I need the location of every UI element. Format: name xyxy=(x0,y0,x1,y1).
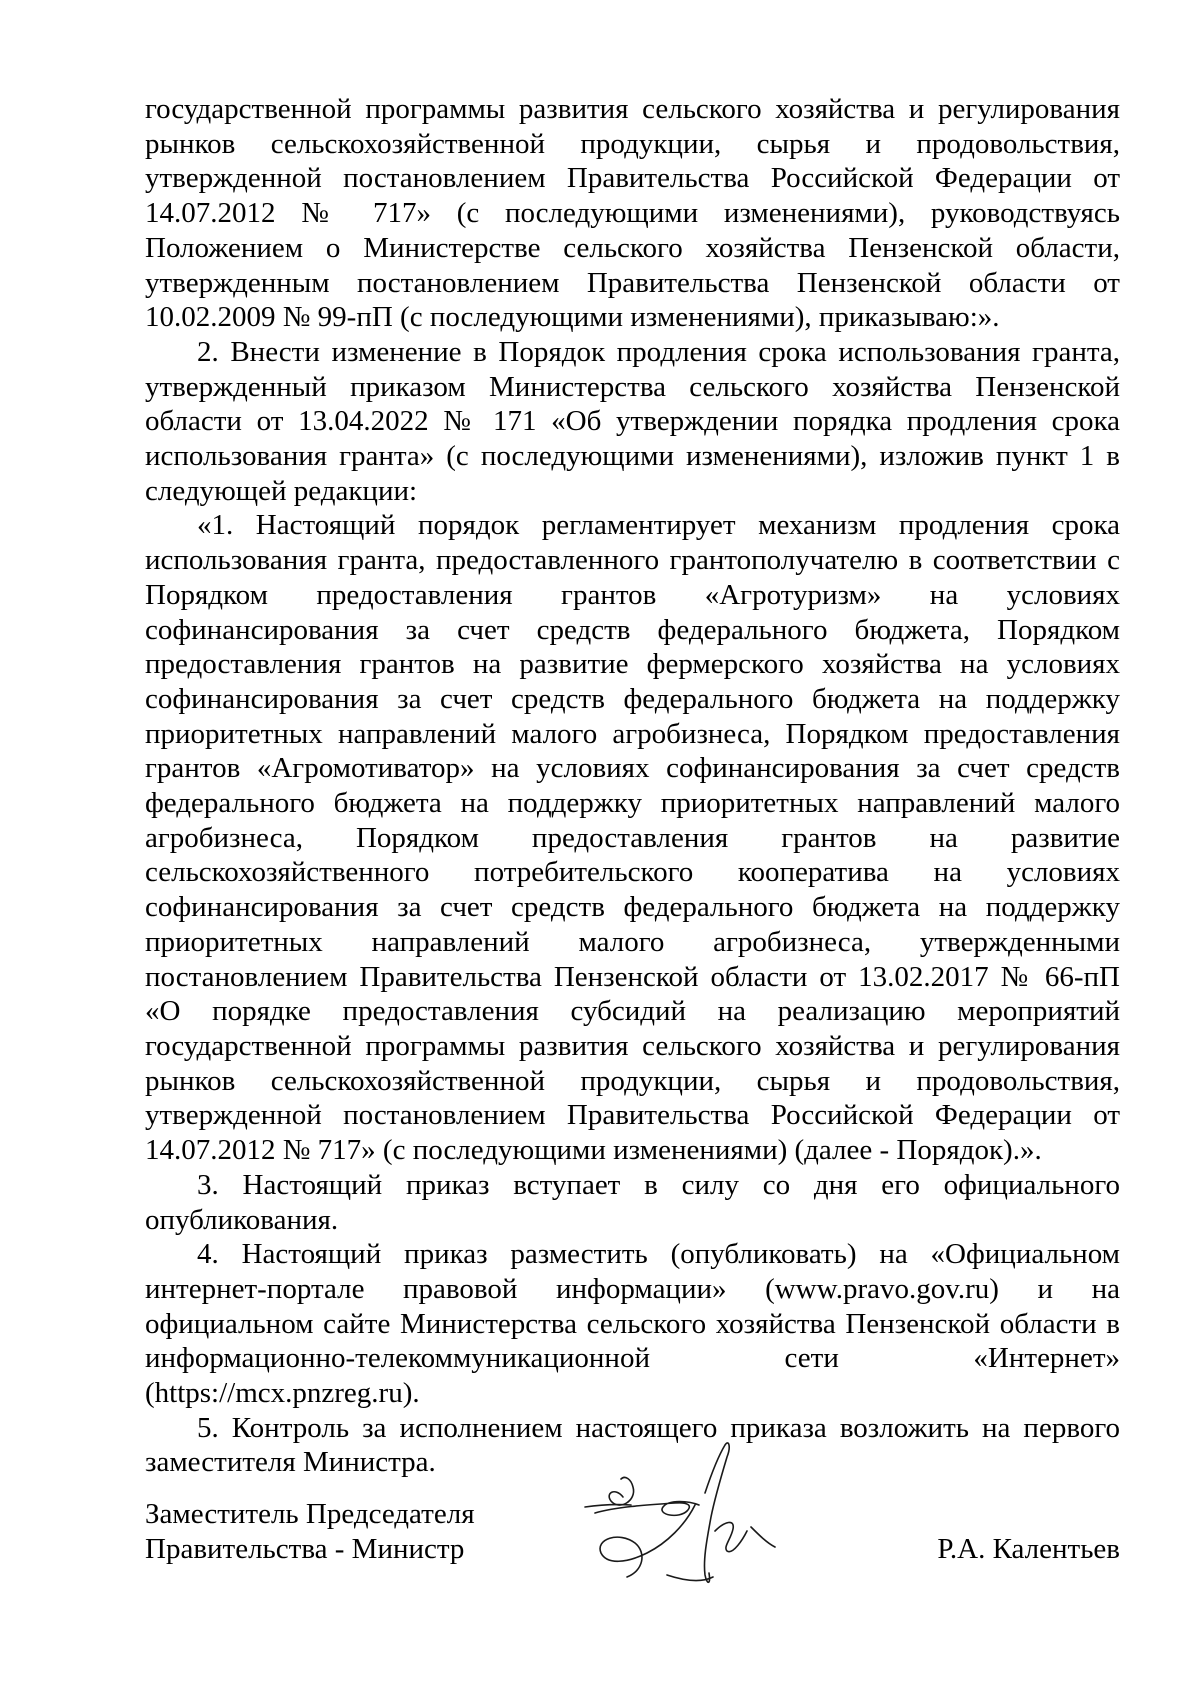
signatory-name: Р.А. Калентьев xyxy=(937,1532,1120,1565)
paragraph-item-3: 3. Настоящий приказ вступает в силу со дня его официального опубликования. xyxy=(145,1168,1120,1236)
handwritten-signature xyxy=(575,1435,825,1605)
paragraph-item-2: 2. Внести изменение в Порядок продления срока использования гранта, утвержденный приказом Министерства сельского хозяйства Пензенской области от 13.04.2022 № 171 «Об утверждении порядка продления срока использования гранта» (с последующими изменениями), изложив пункт 1 в следующей редакции: xyxy=(145,335,1120,507)
signatory-position-line-2: Правительства - Министр xyxy=(145,1532,465,1565)
paragraph-continuation: государственной программы развития сельского хозяйства и регулирования рынков сельскохозяйственной продукции, сырья и продовольствия, утвержденной постановлением Правительства Российской Федерации от 14.07.2012 № 717» (с последующими изменениями), руководствуясь Положением о Министерстве сельского хозяйства Пензенской области, утвержденным постановлением Правительства Пензенской области от 10.02.2009 № 99-пП (с последующими изменениями), приказываю:». xyxy=(145,93,1120,334)
paragraph-quoted-item-1: «1. Настоящий порядок регламентирует механизм продления срока использования гранта, предоставленного грантополучателю в соответствии с Порядком предоставления грантов «Агротуризм» на условиях софинансирования за счет средств федерального бюджета, Порядком предоставления грантов на развитие фермерского хозяйства на условиях софинансирования за счет средств федерального бюджета на поддержку приоритетных направлений малого агробизнеса, Порядком предоставления грантов «Агромотиватор» на условиях софинансирования за счет средств федерального бюджета на поддержку приоритетных направлений малого агробизнеса, Порядком предоставления грантов на развитие сельскохозяйственного потребительского кооператива на условиях софинансирования за счет средств федерального бюджета на поддержку приоритетных направлений малого агробизнеса, утвержденными постановлением Правительства Пензенской области от 13.02.2017 № 66-пП «О порядке предоставления субсидий на реализацию мероприятий государственной программы развития сельского хозяйства и регулирования рынков сельскохозяйственной продукции, сырья и продовольствия, утвержденной постановлением Правительства Российской Федерации от 14.07.2012 № 717» (с последующими изменениями) (далее - Порядок).». xyxy=(145,509,1120,1167)
signatory-position-line-1: Заместитель Председателя xyxy=(145,1498,475,1530)
paragraph-item-5: 5. Контроль за исполнением настоящего приказа возложить на первого заместителя Министра. xyxy=(145,1411,1120,1479)
document-body xyxy=(145,92,1120,1480)
signatory-position xyxy=(145,1497,475,1566)
paragraph-item-4: 4. Настоящий приказ разместить (опубликовать) на «Официальном интернет-портале правовой информации» (www.pravo.gov.ru) и на официальном сайте Министерства сельского хозяйства Пензенской области в информационно-телекоммуникационной сети «Интернет» (https://mcx.pnzreg.ru). xyxy=(145,1238,1120,1410)
